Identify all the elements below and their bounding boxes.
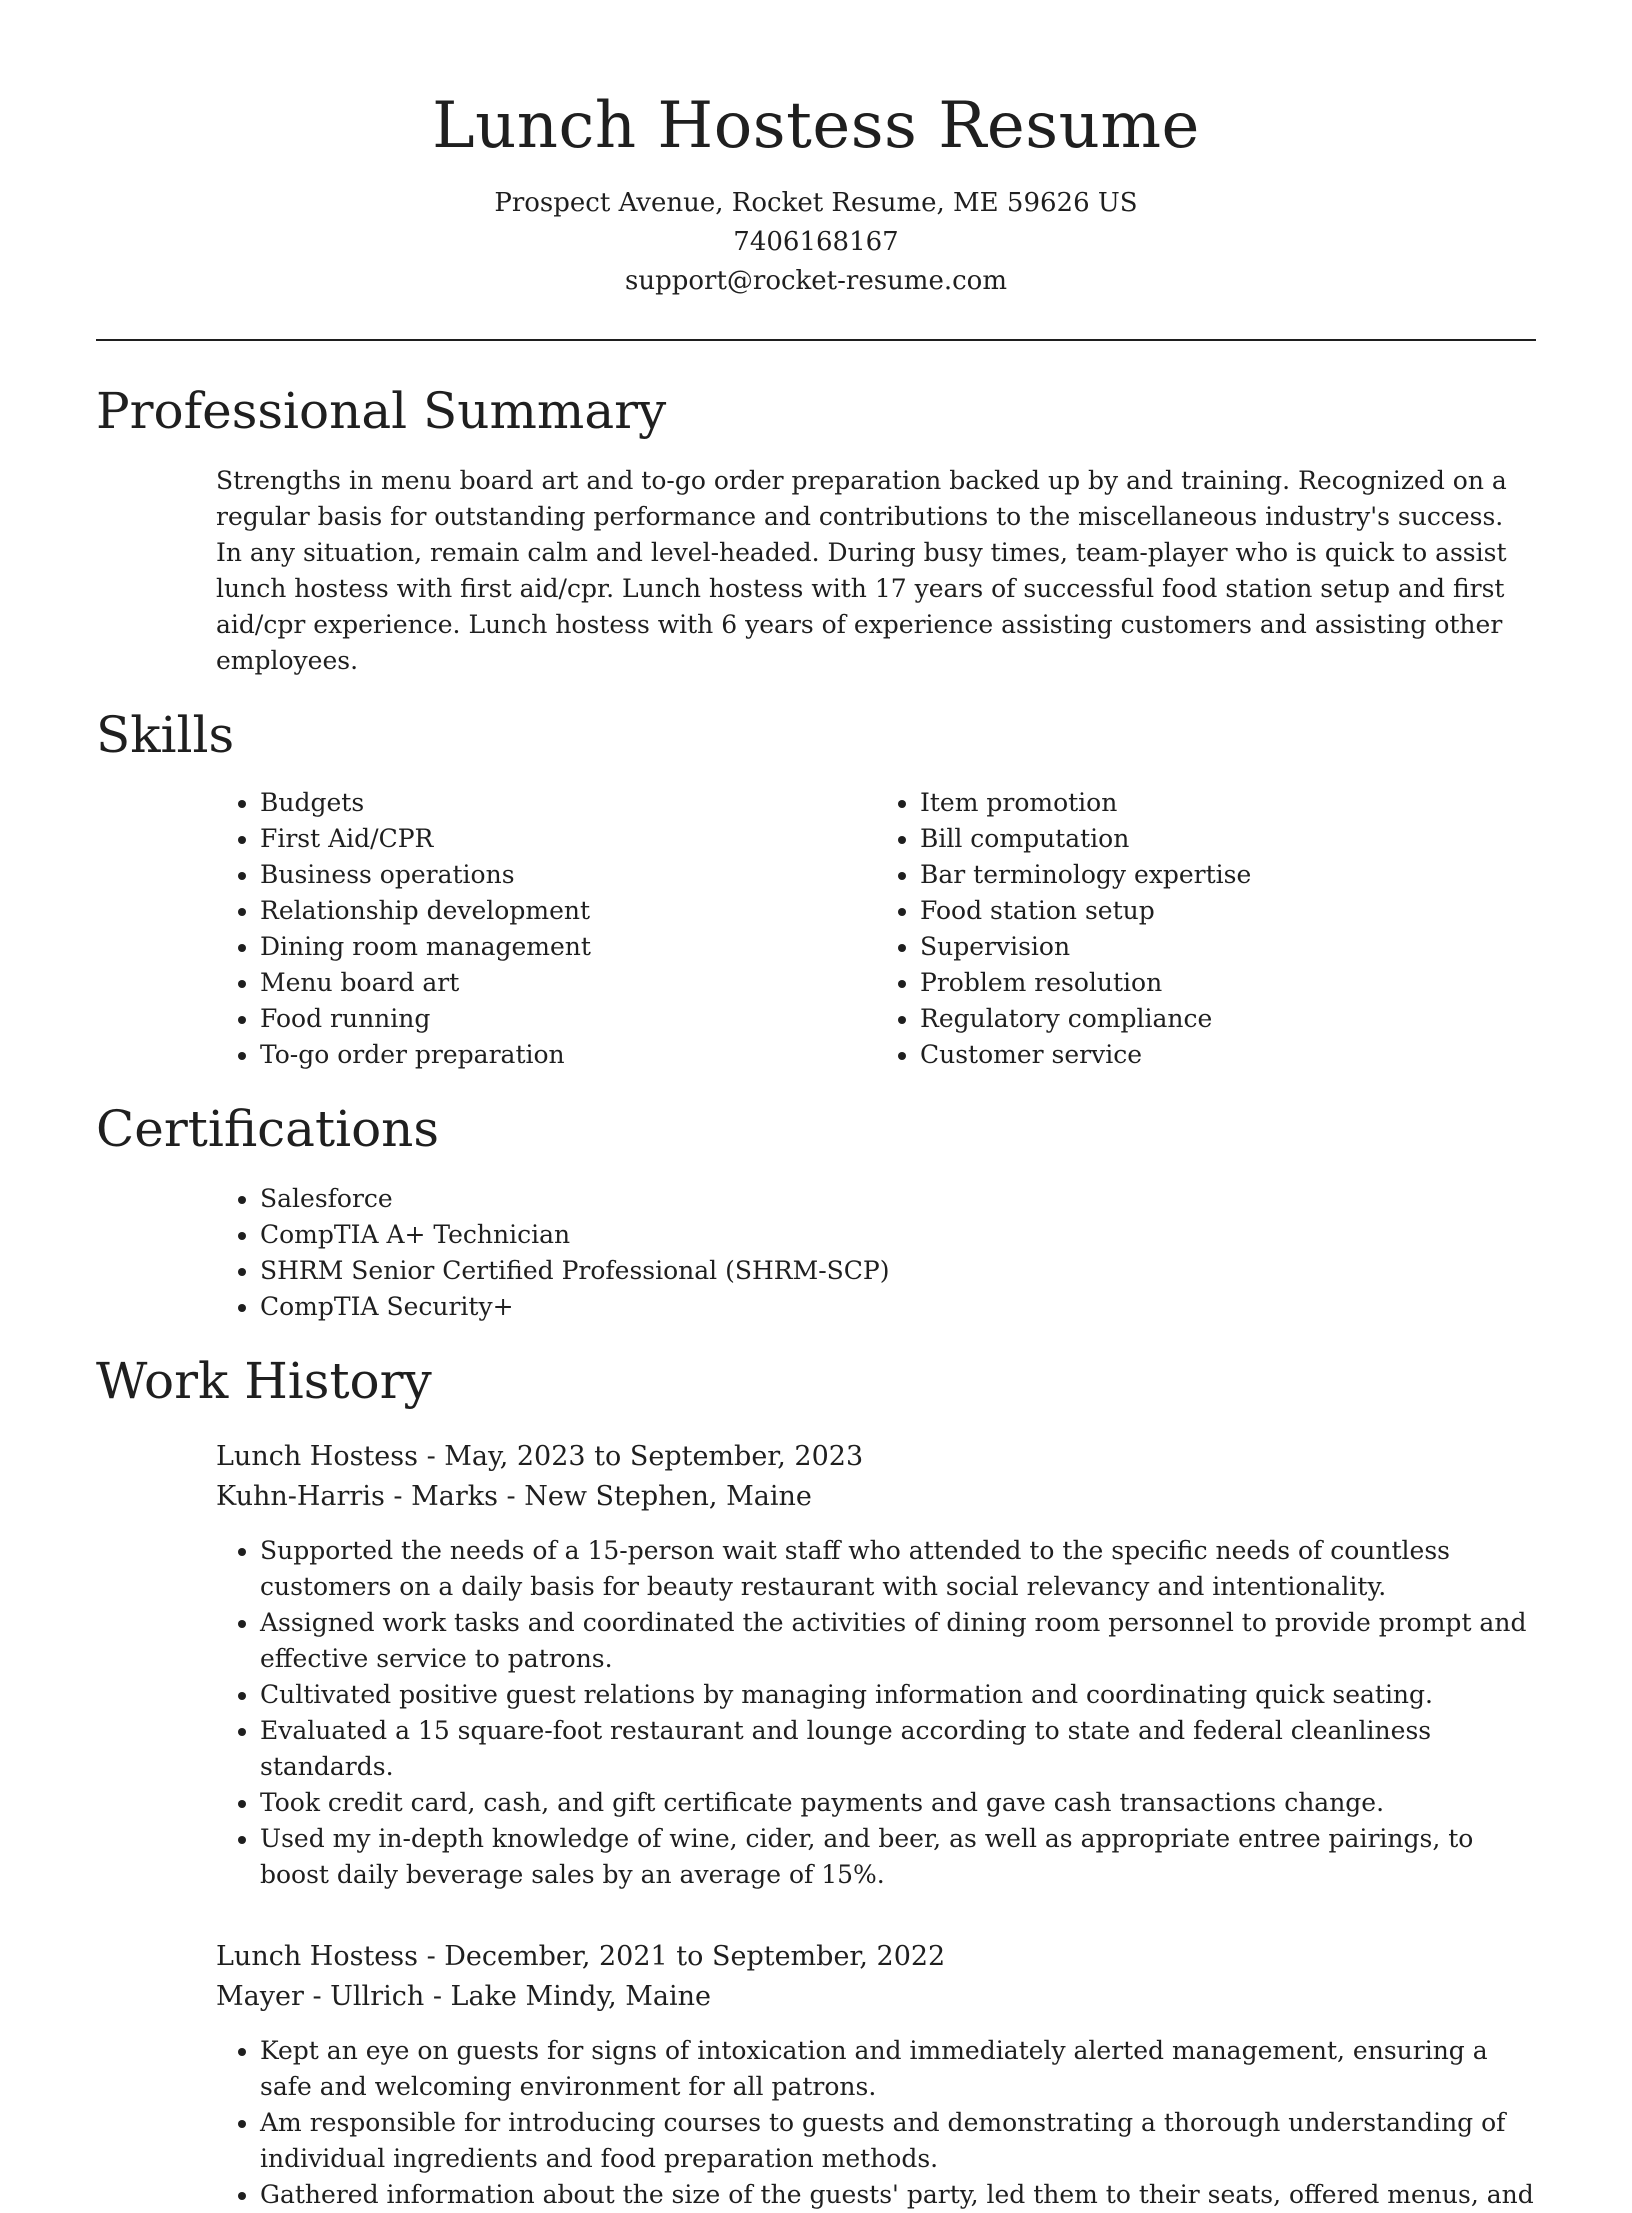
job-bullet: • Kept an eye on guests for signs of intoxication and immediately alerted management, ensuring a safe and welcoming environment for all patrons. — [260, 2033, 1536, 2105]
job-bullet: • Am responsible for introducing courses to guests and demonstrating a thorough understanding of individual ingredients and food preparation methods. — [260, 2105, 1536, 2177]
job-title-dates: Lunch Hostess - May, 2023 to September, 2023 — [216, 1441, 864, 1472]
skill-item: • Business operations — [260, 857, 876, 893]
skill-item: • Bill computation — [920, 821, 1536, 857]
skill-item: • Bar terminology expertise — [920, 857, 1536, 893]
resume-page — [96, 0, 1536, 2213]
job-employer-location: Mayer - Ullrich - Lake Mindy, Maine — [216, 1981, 712, 2012]
job-entry — [216, 1437, 1536, 1893]
certification-item: • SHRM Senior Certified Professional (SHRM-SCP) — [260, 1253, 1536, 1289]
phone: 7406168167 — [733, 227, 899, 257]
skills-column-right — [876, 785, 1536, 1073]
job-bullets — [216, 2033, 1536, 2213]
skills-list — [96, 785, 1536, 1073]
skill-item: • Dining room management — [260, 929, 876, 965]
certifications-heading: Certifications — [96, 1100, 440, 1158]
skill-item: • Menu board art — [260, 965, 876, 1001]
resume-title: Lunch Hostess Resume — [432, 89, 1200, 163]
skill-item: • Customer service — [920, 1037, 1536, 1073]
skill-item: • Budgets — [260, 785, 876, 821]
skill-item: • Problem resolution — [920, 965, 1536, 1001]
certifications-list — [216, 1181, 1536, 1325]
job-bullet: • Evaluated a 15 square-foot restaurant and lounge according to state and federal cleanliness standards. — [260, 1713, 1536, 1785]
summary-heading: Professional Summary — [96, 382, 667, 440]
skills-heading: Skills — [96, 706, 235, 764]
job-bullet: • Cultivated positive guest relations by managing information and coordinating quick seating. — [260, 1677, 1536, 1713]
skill-item: • Relationship development — [260, 893, 876, 929]
skill-item: • Regulatory compliance — [920, 1001, 1536, 1037]
job-entry — [216, 1937, 1536, 2213]
job-bullet: • Took credit card, cash, and gift certificate payments and gave cash transactions change. — [260, 1785, 1536, 1821]
job-bullet: • Used my in-depth knowledge of wine, cider, and beer, as well as appropriate entree pairings, to boost daily beverage sales by an average of 15%. — [260, 1821, 1536, 1893]
address: Prospect Avenue, Rocket Resume, ME 59626 US — [494, 188, 1138, 218]
job-bullet: • Assigned work tasks and coordinated the activities of dining room personnel to provide prompt and effective service to patrons. — [260, 1605, 1536, 1677]
skill-item: • Food running — [260, 1001, 876, 1037]
certification-item: • CompTIA Security+ — [260, 1289, 1536, 1325]
summary-text: Strengths in menu board art and to-go order preparation backed up by and training. Recognized on a regular basis for outstanding performance and contributions to the miscellaneous industry's success. In any situation, remain calm and level-headed. During busy times, team-player who is quick to assist lunch hostess with first aid/cpr. Lunch hostess with 17 years of successful food station setup and first aid/cpr experience. Lunch hostess with 6 years of experience assisting customers and assisting other employees. — [216, 466, 1507, 675]
certification-item: • Salesforce — [260, 1181, 1536, 1217]
job-title-dates: Lunch Hostess - December, 2021 to September, 2022 — [216, 1941, 946, 1972]
skill-item: • Food station setup — [920, 893, 1536, 929]
work-history-heading: Work History — [96, 1352, 432, 1410]
job-employer-location: Kuhn-Harris - Marks - New Stephen, Maine — [216, 1481, 812, 1512]
skill-item: • Supervision — [920, 929, 1536, 965]
skill-item: • Item promotion — [920, 785, 1536, 821]
job-bullet: • Gathered information about the size of the guests' party, led them to their seats, offered menus, and — [260, 2177, 1536, 2213]
skill-item: • First Aid/CPR — [260, 821, 876, 857]
contact-block — [96, 184, 1536, 301]
skill-item: • To-go order preparation — [260, 1037, 876, 1073]
email: support@rocket-resume.com — [624, 266, 1007, 296]
job-bullet: • Supported the needs of a 15-person wait staff who attended to the specific needs of countless customers on a daily basis for beauty restaurant with social relevancy and intentionality. — [260, 1533, 1536, 1605]
job-bullets — [216, 1533, 1536, 1893]
skills-column-left — [216, 785, 876, 1073]
header-divider — [96, 339, 1536, 341]
certification-item: • CompTIA A+ Technician — [260, 1217, 1536, 1253]
